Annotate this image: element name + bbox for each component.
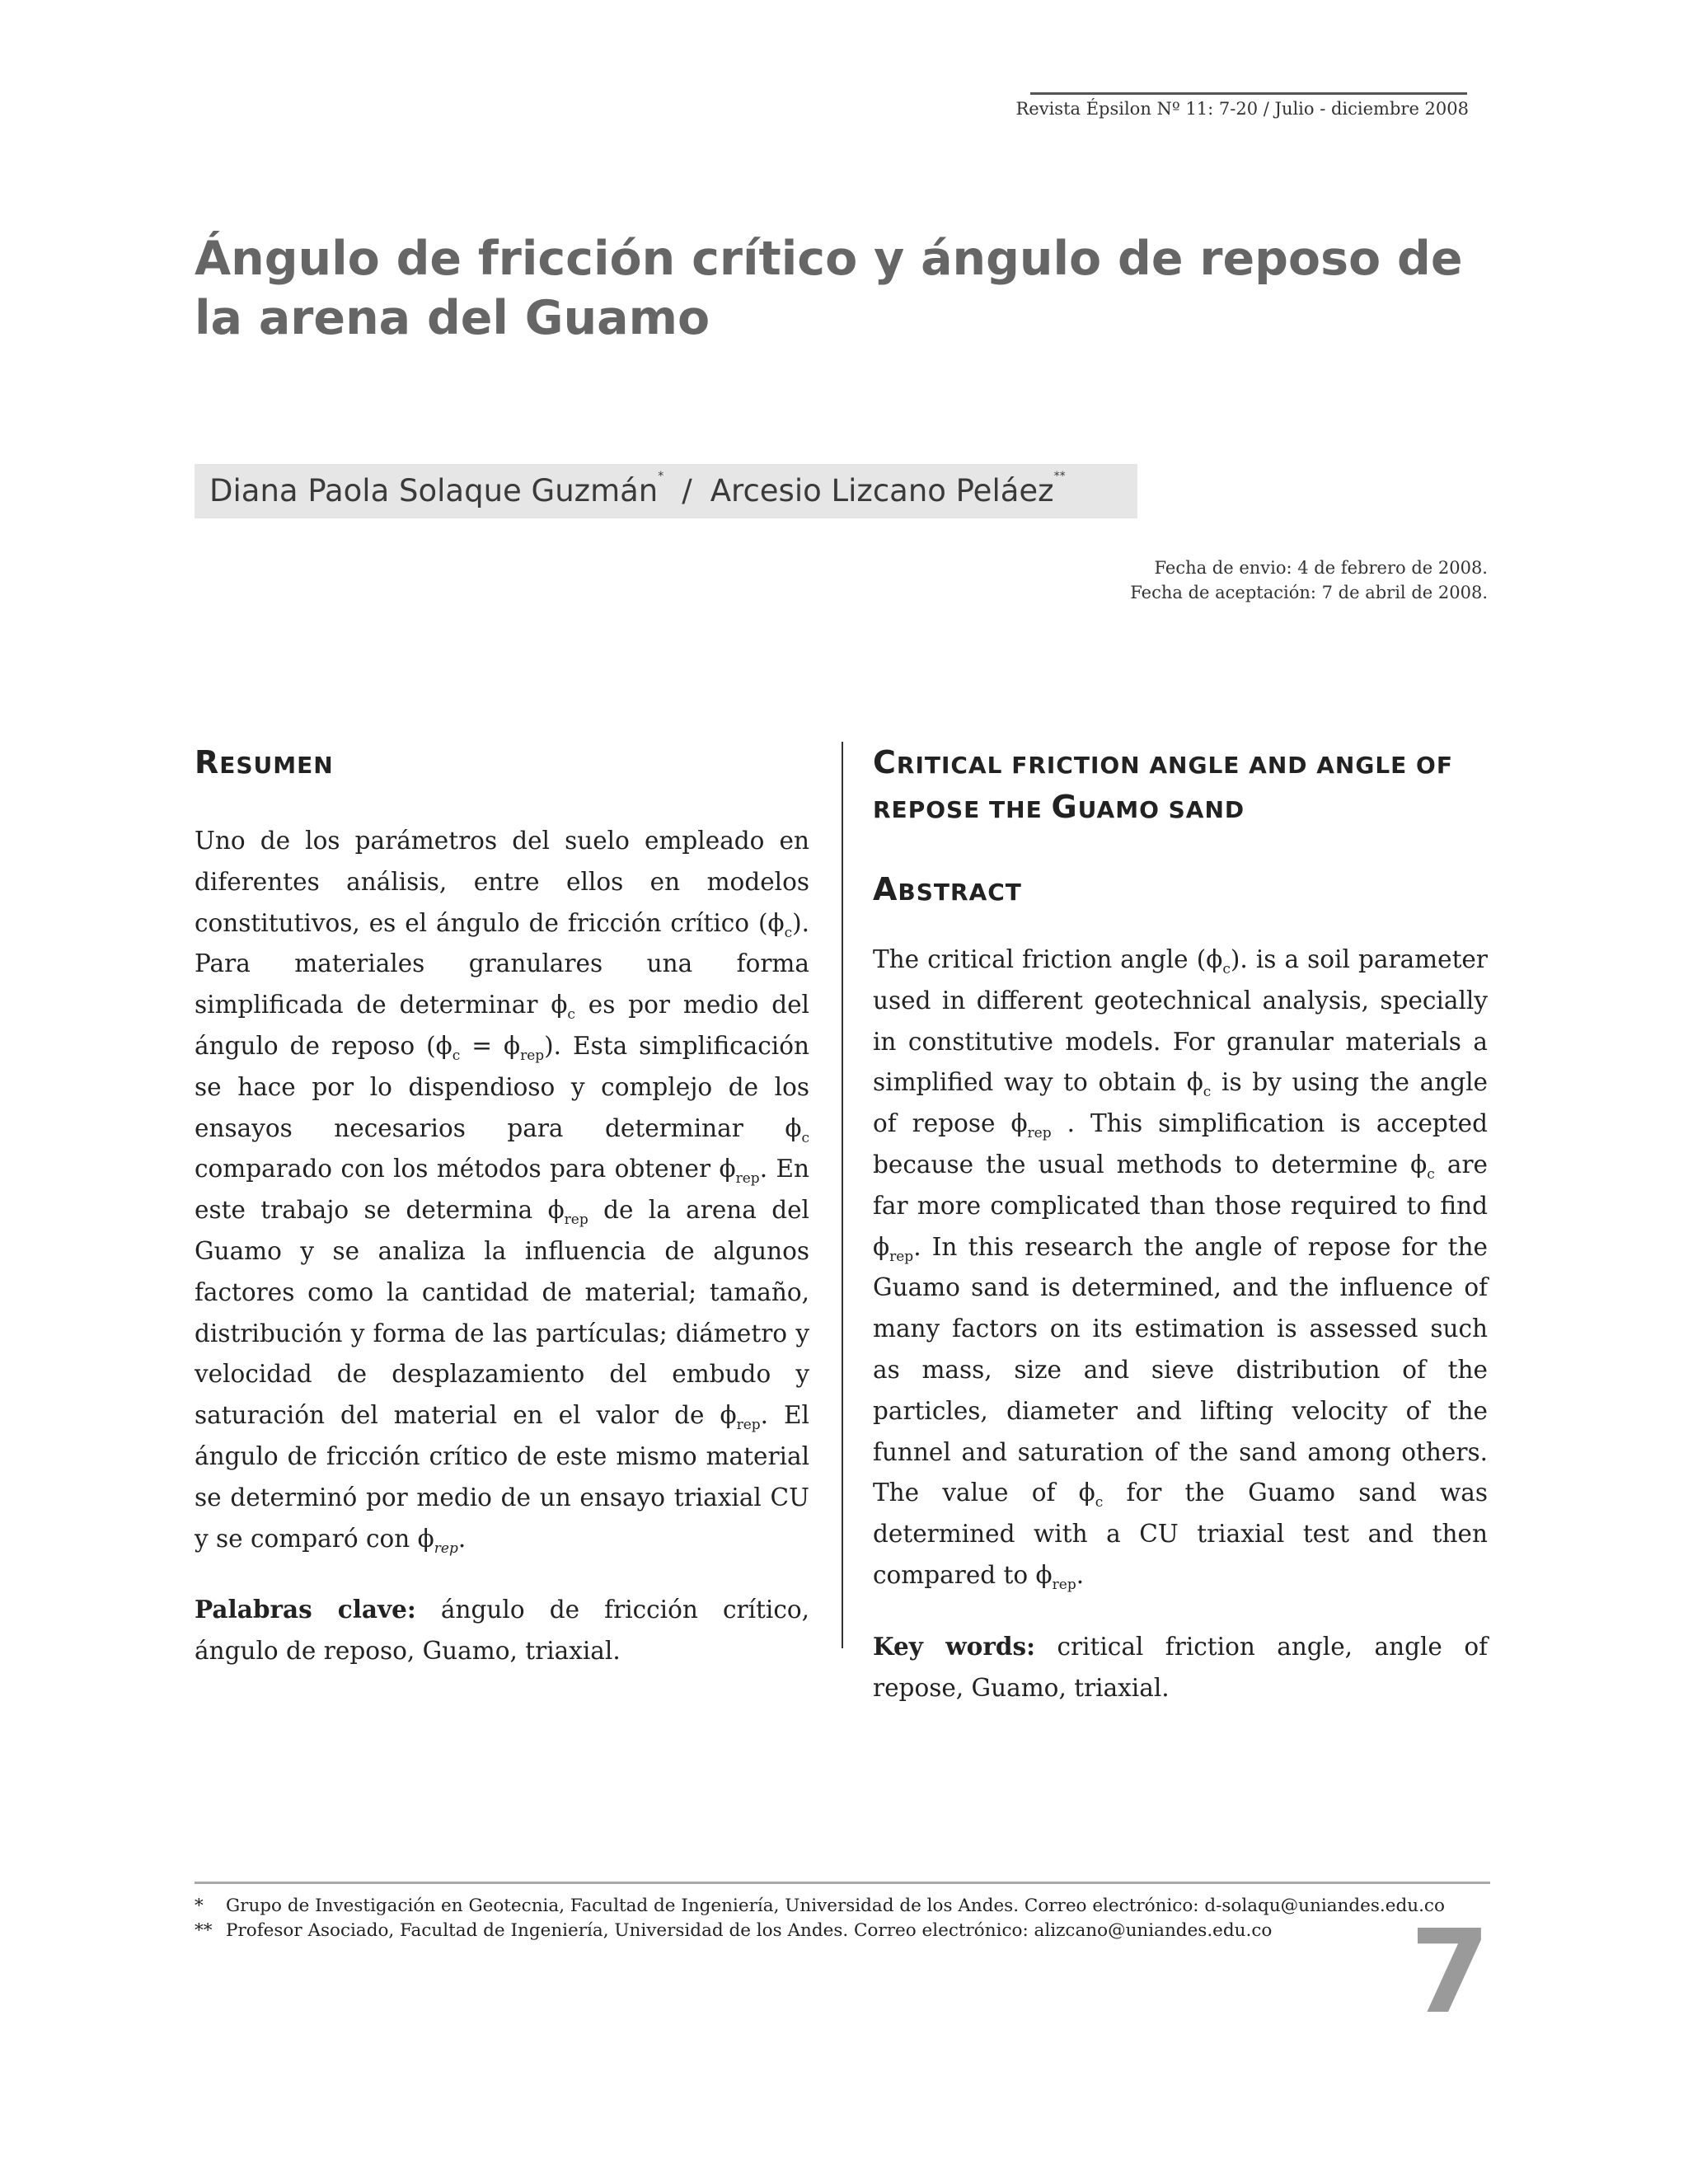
footnote-1: * Grupo de Investigación en Geotecnia, Facultad de Ingeniería, Universidad de los Andes. Correo electrónico: d-solaqu@uniandes.edu.co (195, 1896, 1445, 1916)
author-1-mark: * (658, 470, 664, 483)
english-title: CRITICAL FRICTION ANGLE AND ANGLE OF REPOSE THE GUAMO SAND (873, 744, 1453, 825)
author-1: Diana Paola Solaque Guzmán (209, 473, 659, 509)
author-separator: / (682, 473, 692, 509)
author-2: Arcesio Lizcano Peláez (710, 473, 1054, 509)
footnote-rule (195, 1882, 1490, 1884)
footnote-2: ** Profesor Asociado, Facultad de Ingeniería, Universidad de los Andes. Correo electrónico: alizcano@uniandes.edu.co (195, 1920, 1273, 1941)
abstract-keywords: Key words: critical friction angle, angle of repose, Guamo, triaxial. (873, 1631, 1488, 1702)
article-title: Ángulo de fricción crítico y ángulo de reposo de la arena del Guamo (195, 232, 1463, 345)
footnotes (195, 1894, 1445, 1943)
abstract-text: The critical friction angle $(\phi_c)$. is a soil parameter used in different geotechnical analysis, specially in constitutive models. For granular materials a simplified way to obtain $\phi_c$ is by using the angle of repose $\phi_{rep}$ . This simplification is accepted because the usual methods to determine $\phi_c$ are far more complicated than those required to find $\phi_{rep}$. In this research the angle of repose for the Guamo sand is determined, and the influence of many factors on its estimation is assessed such as mass, size and sieve distribution of the particles, diameter and lifting velocity of the funnel and saturation of the sand among others. The value of $\phi_c$ for the Guamo sand was determined with a CU triaxial test and then compared to $\phi_{rep}$. (873, 945, 1489, 1593)
submission-dates (1130, 555, 1488, 605)
resumen-column (195, 742, 809, 1672)
journal-header: Revista Épsilon Nº 11: 7-20 / Julio - diciembre 2008 (1015, 99, 1469, 119)
column-divider (842, 742, 843, 1648)
accepted-date: Fecha de aceptación: 7 de abril de 2008. (1130, 583, 1488, 602)
received-date: Fecha de envio: 4 de febrero de 2008. (1154, 558, 1488, 578)
resumen-keywords: Palabras clave: ángulo de fricción crítico, ángulo de reposo, Guamo, triaxial. (195, 1595, 809, 1666)
author-2-mark: ** (1053, 470, 1066, 483)
page-number: 7 (1409, 1905, 1490, 2040)
abstract-heading: ABSTRACT (873, 871, 1022, 907)
resumen-heading: RESUMEN (195, 744, 334, 780)
authors-bar (195, 464, 1137, 518)
abstract-column (873, 742, 1488, 1708)
resumen-text: Uno de los parámetros del suelo empleado en diferentes análisis, entre ellos en modelos constitutivos, es el ángulo de fricción crítico $(\phi_c)$. Para materiales granulares una forma simplificada de determinar $\phi_c$ es por medio del ángulo de reposo $(\phi_c = \phi_{rep})$. Esta simplificación se hace por lo dispendioso y complejo de los ensayos necesarios para determinar $\phi_c$ comparado con los métodos para obtener $\phi_{rep}$. En este trabajo se determina $\phi_{rep}$ de la arena del Guamo y se analiza la influencia de algunos factores como la cantidad de material; tamaño, distribución y forma de las partículas; diámetro y velocidad de desplazamiento del embudo y saturación del material en el valor de $\phi_{rep}$. El ángulo de fricción crítico de este mismo material se determinó por medio de un ensayo triaxial CU y se comparó con $\phi_{rep}$. (195, 827, 810, 1557)
header-rule (1030, 92, 1467, 95)
